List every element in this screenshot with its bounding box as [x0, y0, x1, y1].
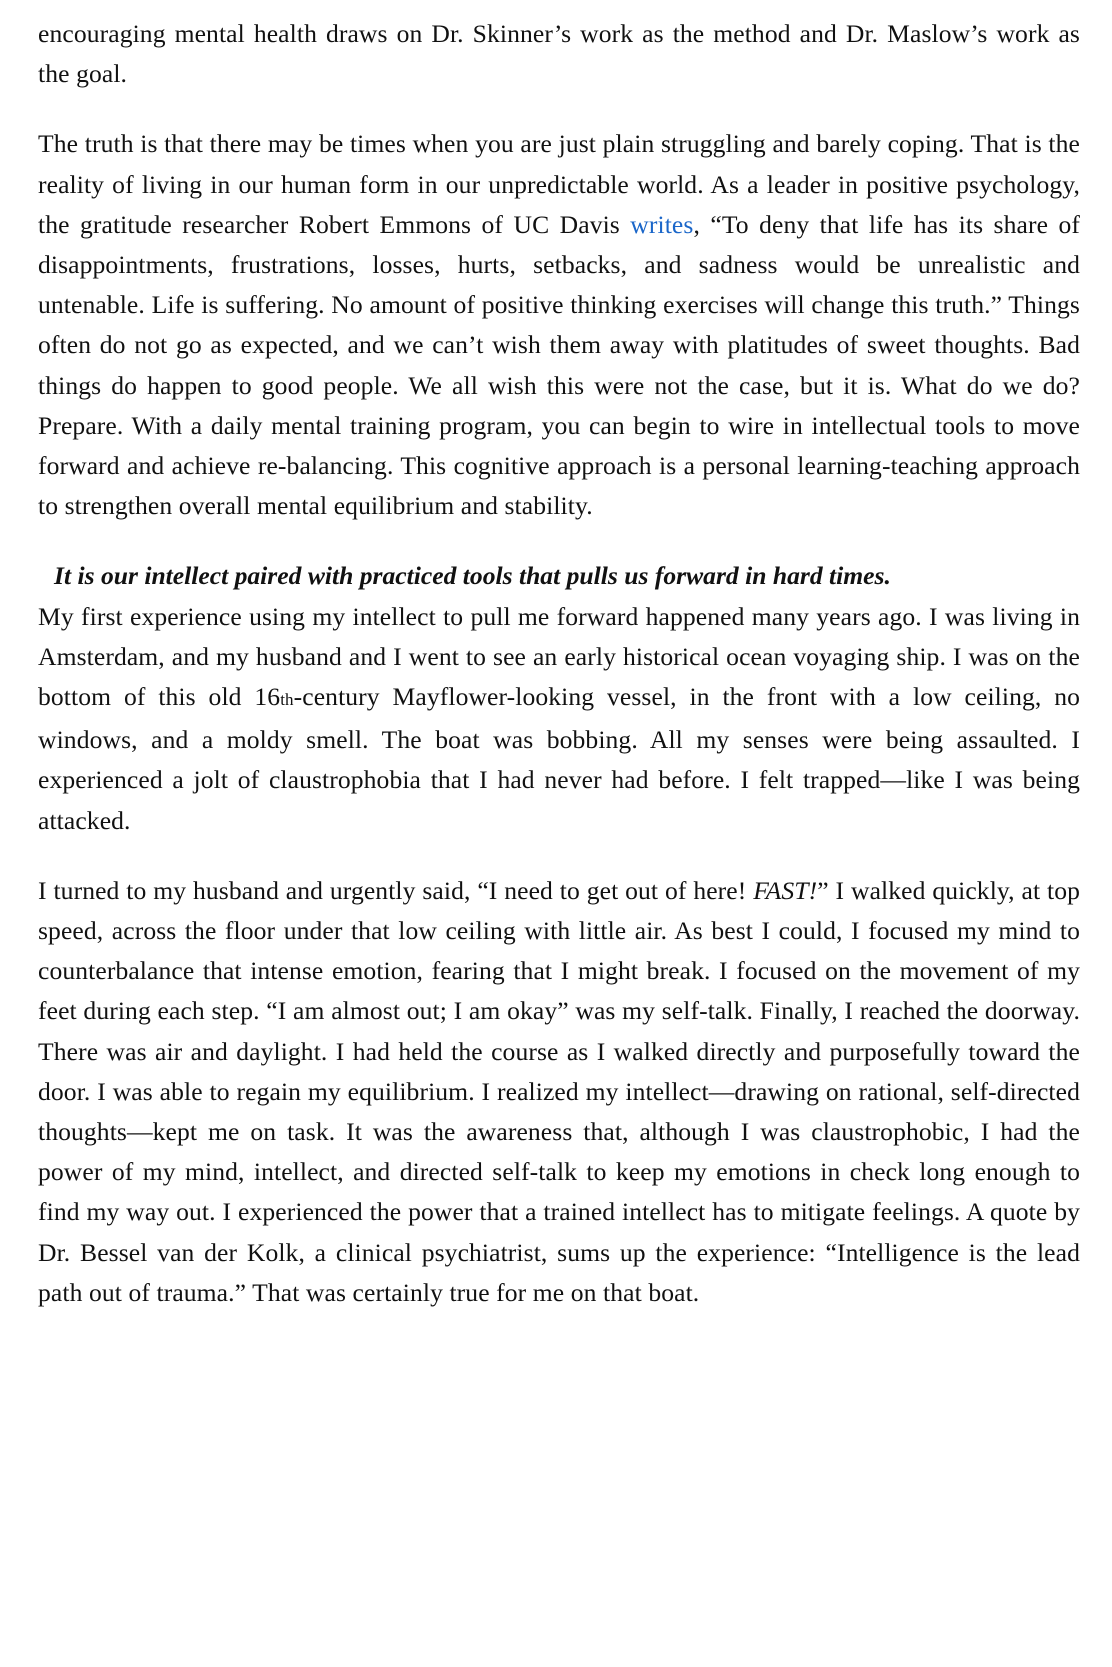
paragraph-text-after-sup: -century Mayflower-looking vessel, in the front with a low ceiling, no windows, and a moldy smell. The boat was bobbing. All my senses were being assaulted. I experienced a jolt of claustrophobia that I had never had before. I felt trapped—like I was being attacked. [38, 682, 1080, 835]
paragraph-text-before-italic: I turned to my husband and urgently said, “I need to get out of here! [38, 875, 754, 905]
document-page [38, 14, 1080, 1313]
paragraph-text-before-link: The truth is that there may be times when you are just plain struggling and barely coping. That is the reality of living in our human form in our unpredictable world. As a leader in positive psychology, the gratitude researcher Robert Emmons of UC Davis [38, 129, 1080, 239]
paragraph-escape-boat [38, 871, 1080, 1313]
emphasis-fast: FAST! [753, 875, 818, 905]
paragraph-emmons-quote [38, 124, 1080, 526]
ordinal-suffix: th [280, 690, 294, 710]
paragraph-text: encouraging mental health draws on Dr. Skinner’s work as the method and Dr. Maslow’s work as the goal. [38, 19, 1080, 89]
writes-link[interactable]: writes [630, 209, 694, 239]
paragraph-text-before-sup: My first experience using my intellect to pull me forward happened many years ago. I was living in Amsterdam, and my husband and I went to see an early historical ocean voyaging ship. I was on the bottom of this old 16 [38, 601, 1080, 712]
paragraph-amsterdam-ship [38, 597, 1080, 841]
paragraph-text-after-link: , “To deny that life has its share of disappointments, frustrations, losses, hurts, setbacks, and sadness would be unrealistic and untenable. Life is suffering. No amount of positive thinking exercises will change this truth.” Things often do not go as expected, and we can’t wish them away with platitudes of sweet thoughts. Bad things do happen to good people. We all wish this were not the case, but it is. What do we do? Prepare. With a daily mental training program, you can begin to wire in intellectual tools to move forward and achieve re-balancing. This cognitive approach is a personal learning-teaching approach to strengthen overall mental equilibrium and stability. [38, 209, 1080, 521]
paragraph-text-after-italic: ” I walked quickly, at top speed, across the floor under that low ceiling with little air. As best I could, I focused my mind to counterbalance that intense emotion, fearing that I might break. I focused on the movement of my feet during each step. “I am almost out; I am okay” was my self-talk. Finally, I reached the doorway. There was air and daylight. I had held the course as I walked directly and purposefully toward the door. I was able to regain my equilibrium. I realized my intellect—drawing on rational, self-directed thoughts—kept me on task. It was the awareness that, although I was claustrophobic, I had the power of my mind, intellect, and directed self-talk to keep my emotions in check long enough to find my way out. I experienced the power that a trained intellect has to mitigate feelings. A quote by Dr. Bessel van der Kolk, a clinical psychiatrist, sums up the experience: “Intelligence is the lead path out of trauma.” That was certainly true for me on that boat. [38, 875, 1080, 1307]
paragraph-skinner-maslow [38, 14, 1080, 94]
pull-quote: It is our intellect paired with practiced tools that pulls us forward in hard times. [54, 561, 891, 591]
